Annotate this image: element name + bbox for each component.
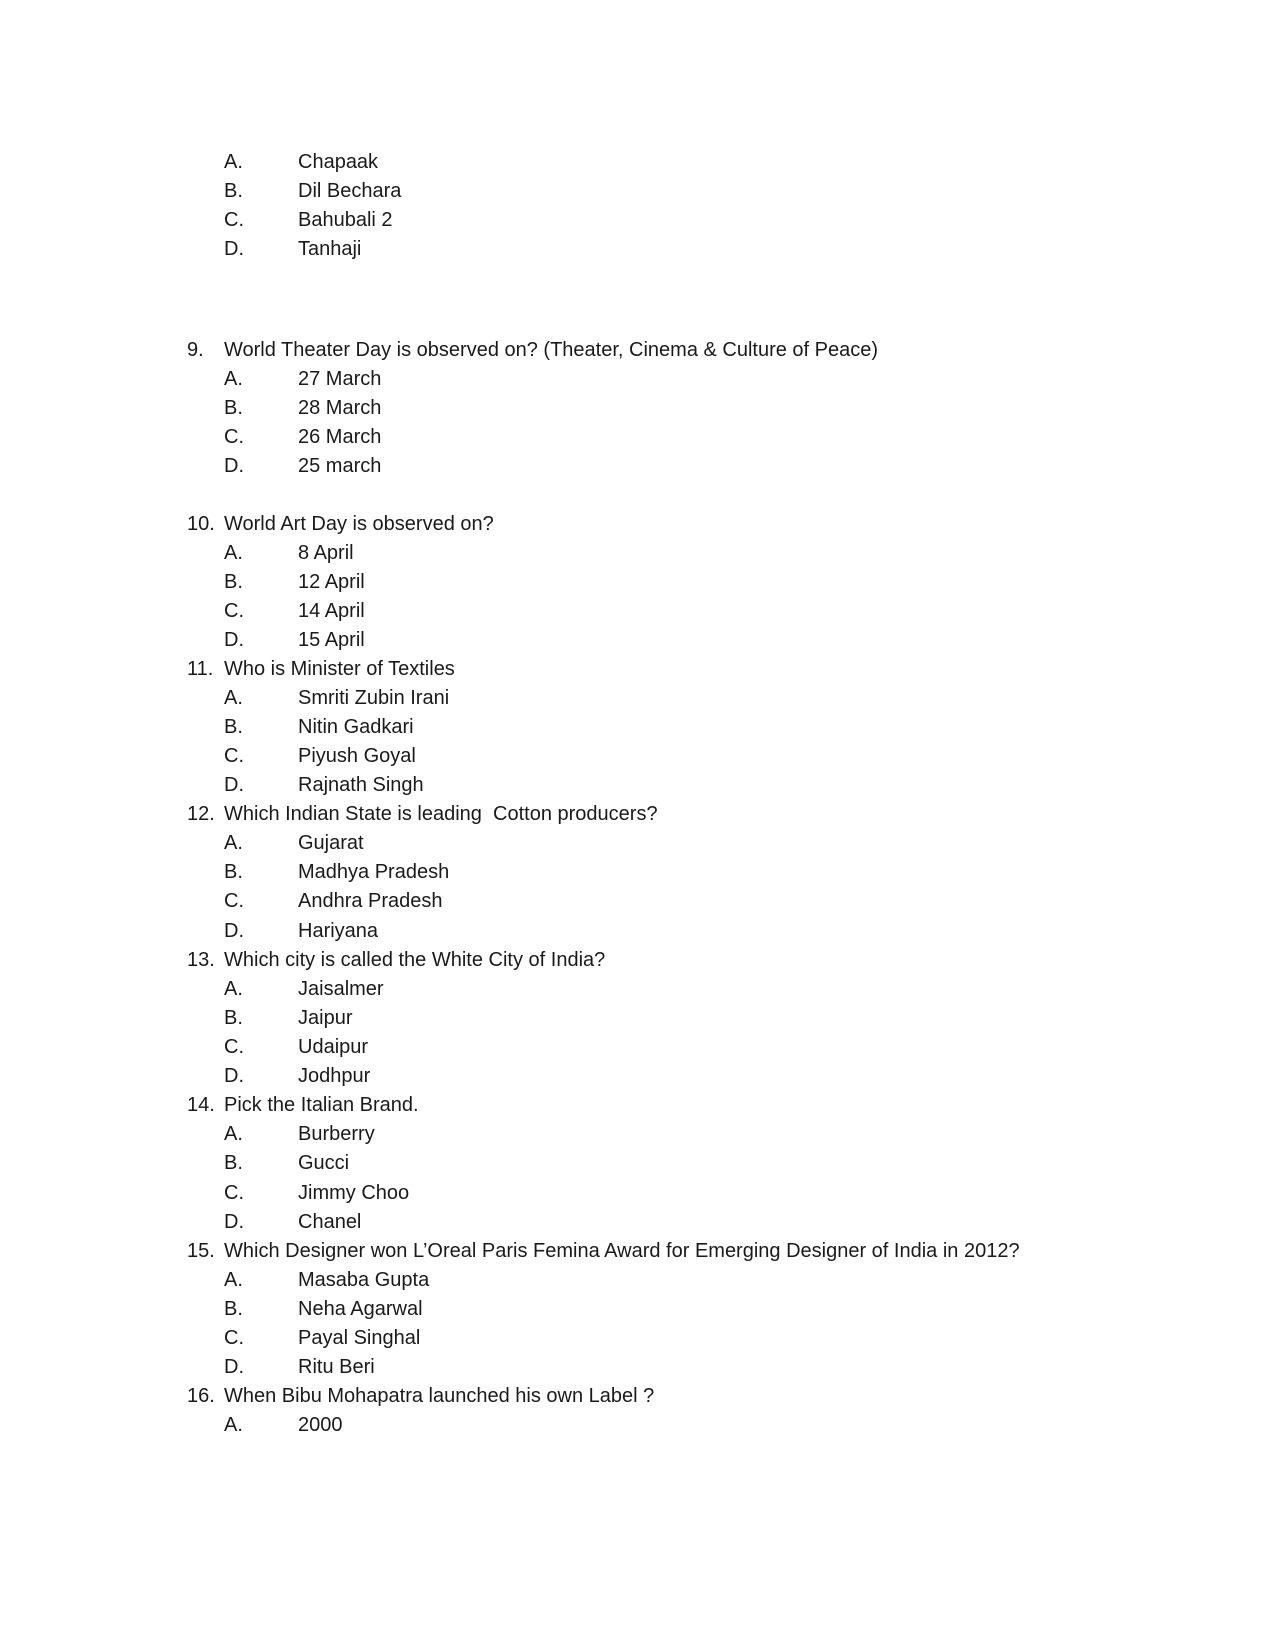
option-letter: D. xyxy=(224,920,244,942)
option-letter: C. xyxy=(224,1036,244,1058)
question-number: 9. xyxy=(187,339,204,361)
question-text: Which Designer won L’Oreal Paris Femina Award for Emerging Designer of India in 2012? xyxy=(224,1240,1020,1262)
option-letter: B. xyxy=(224,397,243,419)
option-letter: A. xyxy=(224,151,243,173)
option-text: Jaisalmer xyxy=(298,978,384,1000)
option-text: 12 April xyxy=(298,571,365,593)
option-text: Dil Bechara xyxy=(298,180,402,202)
option-text: Madhya Pradesh xyxy=(298,861,450,883)
option-text: Smriti Zubin Irani xyxy=(298,687,450,709)
option-text: Bahubali 2 xyxy=(298,209,393,231)
option-text: Nitin Gadkari xyxy=(298,716,414,738)
option-text: Ritu Beri xyxy=(298,1356,375,1378)
option-letter: B. xyxy=(224,1007,243,1029)
option-text: Rajnath Singh xyxy=(298,774,424,796)
question-text: World Theater Day is observed on? (Theater, Cinema & Culture of Peace) xyxy=(224,339,879,361)
option-letter: B. xyxy=(224,861,243,883)
option-letter: C. xyxy=(224,600,244,622)
option-letter: B. xyxy=(224,1298,243,1320)
option-text: Chanel xyxy=(298,1211,362,1233)
option-text: Piyush Goyal xyxy=(298,745,416,767)
option-text: Hariyana xyxy=(298,920,379,942)
option-letter: C. xyxy=(224,1182,244,1204)
option-text: Udaipur xyxy=(298,1036,369,1058)
option-text: 14 April xyxy=(298,600,365,622)
option-text: Jodhpur xyxy=(298,1065,371,1087)
question-text: Which Indian State is leading Cotton producers? xyxy=(224,803,658,825)
question-text: World Art Day is observed on? xyxy=(224,513,494,535)
option-letter: D. xyxy=(224,629,244,651)
option-letter: C. xyxy=(224,745,244,767)
question-number: 16. xyxy=(187,1385,215,1407)
option-letter: B. xyxy=(224,1152,243,1174)
option-text: Gujarat xyxy=(298,832,364,854)
option-letter: D. xyxy=(224,455,244,477)
option-letter: D. xyxy=(224,1211,244,1233)
option-text: Tanhaji xyxy=(298,238,362,260)
option-text: Burberry xyxy=(298,1123,375,1145)
option-letter: D. xyxy=(224,1065,244,1087)
question-text: Pick the Italian Brand. xyxy=(224,1094,419,1116)
option-letter: A. xyxy=(224,368,243,390)
option-text: 8 April xyxy=(298,542,354,564)
option-letter: A. xyxy=(224,1269,243,1291)
option-letter: C. xyxy=(224,209,244,231)
option-text: 26 March xyxy=(298,426,382,448)
question-number: 15. xyxy=(187,1240,215,1262)
option-text: 27 March xyxy=(298,368,382,390)
question-number: 12. xyxy=(187,803,215,825)
option-letter: C. xyxy=(224,890,244,912)
option-letter: A. xyxy=(224,1414,243,1436)
option-letter: A. xyxy=(224,832,243,854)
option-text: Neha Agarwal xyxy=(298,1298,423,1320)
option-text: Masaba Gupta xyxy=(298,1269,430,1291)
option-letter: B. xyxy=(224,571,243,593)
option-text: 15 April xyxy=(298,629,365,651)
option-letter: A. xyxy=(224,687,243,709)
option-text: Jimmy Choo xyxy=(298,1182,410,1204)
option-text: 25 march xyxy=(298,455,382,477)
option-letter: C. xyxy=(224,426,244,448)
question-text: Who is Minister of Textiles xyxy=(224,658,455,680)
option-letter: A. xyxy=(224,542,243,564)
option-text: 28 March xyxy=(298,397,382,419)
option-text: Andhra Pradesh xyxy=(298,890,443,912)
question-number: 13. xyxy=(187,949,215,971)
question-number: 14. xyxy=(187,1094,215,1116)
option-letter: D. xyxy=(224,1356,244,1378)
option-text: Chapaak xyxy=(298,151,379,173)
option-text: Jaipur xyxy=(298,1007,353,1029)
option-letter: A. xyxy=(224,978,243,1000)
question-text: Which city is called the White City of India? xyxy=(224,949,606,971)
option-letter: B. xyxy=(224,716,243,738)
option-letter: B. xyxy=(224,180,243,202)
question-text: When Bibu Mohapatra launched his own Label ? xyxy=(224,1385,655,1407)
option-letter: D. xyxy=(224,774,244,796)
option-text: Payal Singhal xyxy=(298,1327,421,1349)
option-text: 2000 xyxy=(298,1414,343,1436)
option-letter: D. xyxy=(224,238,244,260)
question-number: 10. xyxy=(187,513,215,535)
option-letter: C. xyxy=(224,1327,244,1349)
option-letter: A. xyxy=(224,1123,243,1145)
question-number: 11. xyxy=(187,658,214,680)
option-text: Gucci xyxy=(298,1152,350,1174)
